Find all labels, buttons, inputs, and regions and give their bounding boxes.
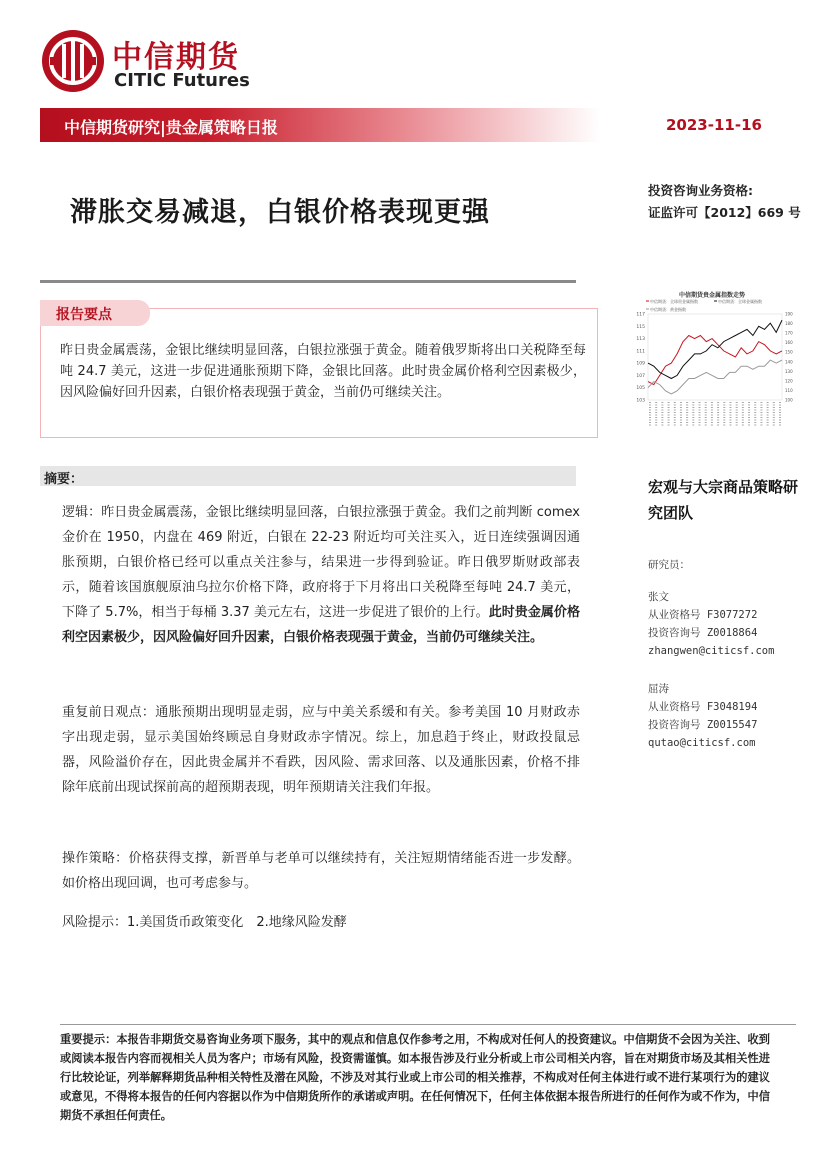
- researcher-card: [648, 588, 774, 660]
- brand-name-en: CITIC Futures: [114, 70, 250, 91]
- researcher-cert: 从业资格号 F3077272: [648, 609, 758, 621]
- legend-label: 中信期货：全球贵金属指数: [650, 299, 698, 304]
- y2-tick-label: 190: [785, 311, 793, 317]
- y-tick-label: 103: [636, 398, 645, 404]
- logic-paragraph: [62, 500, 580, 650]
- researcher-name: 张文: [648, 591, 669, 603]
- y-tick-label: 113: [636, 337, 645, 343]
- y2-tick-label: 100: [785, 397, 793, 403]
- key-points-text: 昨日贵金属震荡，金银比继续明显回落，白银拉涨强于黄金。随着俄罗斯将出口关税降至每吨 24.7 美元，这进一步促进通胀预期下降，金银比回落。此时贵金属价格利空因素极少，因风险偏好回升因素，白银价格表现强于黄金，当前仍可继续关注。: [60, 343, 586, 400]
- y2-tick-label: 160: [785, 340, 793, 346]
- footer-divider: [60, 1024, 796, 1025]
- key-points-tag: [40, 300, 150, 326]
- abstract-heading: 摘要：: [44, 472, 84, 487]
- citic-emblem-icon: [40, 28, 106, 94]
- y2-tick-label: 150: [785, 349, 793, 355]
- abstract-heading-bar: [40, 466, 576, 486]
- y2-tick-label: 110: [785, 387, 793, 393]
- researcher-email[interactable]: zhangwen@citicsf.com: [648, 645, 775, 657]
- researcher-card: [648, 680, 757, 752]
- logic-bold-text: 此时贵金属价格利空因素极少，因风险偏好回升因素，白银价格表现强于黄金，当前仍可继续关注。: [62, 605, 580, 645]
- report-series-label: 中信期货研究|贵金属策略日报: [64, 118, 278, 137]
- y-tick-label: 105: [636, 386, 645, 392]
- researcher-label: 研究员：: [648, 559, 690, 571]
- qualification-line-2: 证监许可【2012】669 号: [648, 205, 801, 220]
- plot-area: [648, 314, 782, 400]
- chart-title: 中信期货贵金属指数走势: [678, 292, 746, 299]
- y-tick-label: 111: [636, 349, 645, 355]
- title-divider: [40, 280, 576, 283]
- researcher-name: 屈涛: [648, 683, 669, 695]
- y-tick-label: 109: [636, 361, 645, 367]
- citic-futures-logo: [40, 28, 270, 98]
- report-title: 滞胀交易减退，白银价格表现更强: [70, 197, 490, 228]
- y2-tick-label: 170: [785, 330, 793, 336]
- y2-tick-label: 180: [785, 321, 793, 327]
- qualification-line-1: 投资咨询业务资格:: [648, 183, 753, 198]
- y-tick-label: 115: [636, 324, 645, 330]
- researcher-cert: 从业资格号 F3048194: [648, 701, 758, 713]
- y2-tick-label: 140: [785, 359, 793, 365]
- strategy-paragraph: 操作策略：价格获得支撑，新晋单与老单可以继续持有，关注短期情绪能否进一步发酵。如价格出现回调，也可考虑参与。: [62, 851, 580, 891]
- researcher-email[interactable]: qutao@citicsf.com: [648, 737, 756, 749]
- y2-tick-label: 130: [785, 368, 793, 374]
- risk-paragraph: 风险提示：1.美国货币政策变化 2.地缘风险发酵: [62, 915, 347, 930]
- report-date: 2023-11-16: [666, 116, 762, 134]
- disclaimer-text: 重要提示：本报告非期货交易咨询业务项下服务，其中的观点和信息仅作参考之用，不构成对任何人的投资建议。中信期货不会因为关注、收到或阅读本报告内容而视相关人员为客户；市场有风险，投资需谨慎。如本报告涉及行业分析或上市公司相关内容，旨在对期货市场及其相关性进行比较论证，列举解释期货品种相关特性及潜在风险，不涉及对其行业或上市公司的相关推荐，不构成对任何主体进行或不进行某项行为的建议或意见，不得将本报告的任何内容据以作为中信期货所作的承诺或声明。在任何情况下，任何主体依据本报告所进行的任何作为或不作为，中信期货不承担任何责任。: [60, 1033, 770, 1122]
- logic-text: 逻辑：昨日贵金属震荡，金银比继续明显回落，白银拉涨强于黄金。我们之前判断 comex 金价在 1950，内盘在 469 附近，白银在 22-23 附近均可关注买入，近日连续强调因通胀预期，白银价格已经可以重点关注参与，结果进一步得到验证。昨日俄罗斯财政部表示，随着该国旗舰原油乌拉尔价格下降，政府将于下月将出口关税降至每吨 24.7 美元，下降了 5.7%，相当于每桶 3.37 美元左右，这进一步促进了银价的上行。: [62, 505, 580, 620]
- researcher-advisor-id: 投资咨询号 Z0018864: [648, 627, 758, 639]
- brand-name-cn: 中信期货: [112, 40, 240, 75]
- report-banner: [40, 108, 600, 142]
- legend-label: 中信期货：黄金指数: [650, 307, 686, 312]
- legend-label: 中信期货：全球金属指数: [718, 299, 762, 304]
- team-title: 宏观与大宗商品策略研究团队: [648, 478, 799, 522]
- researcher-advisor-id: 投资咨询号 Z0015547: [648, 719, 758, 731]
- series-line: [648, 320, 782, 378]
- y-tick-label: 117: [636, 312, 645, 318]
- y-tick-label: 107: [636, 373, 645, 379]
- review-paragraph: 重复前日观点：通胀预期出现明显走弱，应与中美关系缓和有关。参考美国 10 月财政赤字出现走弱，显示美国始终顾忌自身财政赤字情况。综上，加息趋于终止，财政投鼠忌器，风险溢价存在，因此贵金属并不看跌，因风险、需求回落、以及通胀因素，价格不排除年底前出现试探前高的超预期表现，明年预期请关注我们年报。: [62, 705, 580, 795]
- key-points-tag-label: 报告要点: [56, 307, 112, 323]
- qualification-block: [648, 180, 801, 224]
- precious-metals-index-chart: [628, 288, 796, 432]
- y2-tick-label: 120: [785, 378, 793, 384]
